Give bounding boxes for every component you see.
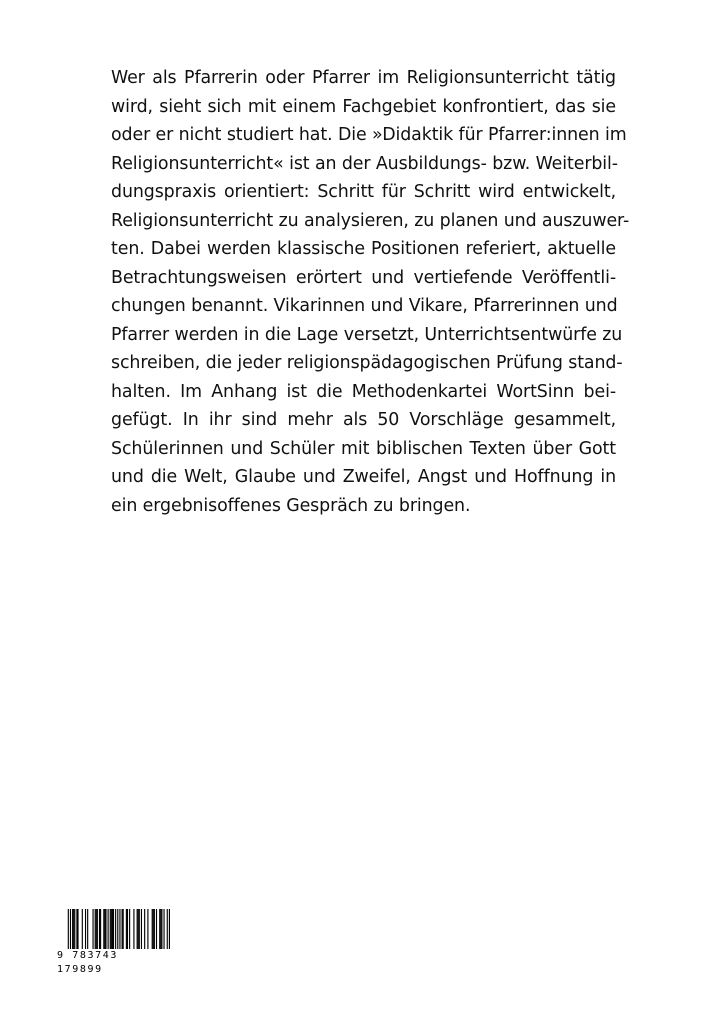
barcode-bar bbox=[111, 909, 112, 949]
blurb-line: chungen benannt. Vikarinnen und Vikare, Pfarrerinnen und bbox=[111, 296, 618, 316]
barcode-bar bbox=[139, 909, 140, 949]
barcode-bar bbox=[163, 909, 164, 949]
barcode-bar bbox=[122, 909, 123, 949]
barcode-bar bbox=[113, 909, 114, 949]
barcode-bar bbox=[104, 909, 105, 949]
barcode-bar bbox=[159, 909, 160, 949]
barcode-bar bbox=[133, 909, 134, 949]
blurb-line: ein ergebnisoffenes Gespräch zu bringen. bbox=[111, 495, 471, 516]
blurb-line: dungspraxis orientiert: Schritt für Schritt wird entwickelt, bbox=[111, 182, 616, 202]
barcode-bar bbox=[127, 909, 128, 949]
barcode-bar bbox=[141, 909, 142, 949]
blurb-line: wird, sieht sich mit einem Fachgebiet konfrontiert, das sie bbox=[111, 96, 616, 117]
blurb-line: gefügt. In ihr sind mehr als 50 Vorschläge gesammelt, bbox=[111, 410, 616, 430]
barcode-bar bbox=[144, 909, 145, 949]
barcode-bar bbox=[115, 909, 116, 949]
isbn-barcode bbox=[57, 909, 171, 975]
barcode-bar bbox=[126, 909, 127, 949]
barcode-bar bbox=[77, 909, 78, 949]
barcode-bar bbox=[137, 909, 138, 949]
isbn-digits: 9 783743 179899 bbox=[57, 949, 171, 963]
blurb-line: Pfarrer werden in die Lage versetzt, Unterrichtsentwürfe zu bbox=[111, 324, 623, 345]
blurb-line: schreiben, die jeder religionspädagogischen Prüfung stand- bbox=[111, 353, 623, 373]
barcode-bar bbox=[153, 909, 154, 949]
barcode-bar bbox=[138, 909, 139, 949]
blurb-line: halten. Im Anhang ist die Methodenkartei WortSinn bei- bbox=[111, 381, 616, 402]
barcode-bar bbox=[95, 909, 96, 949]
barcode-bar bbox=[72, 909, 73, 949]
barcode-bar bbox=[82, 909, 83, 949]
barcode-bar bbox=[100, 909, 101, 949]
barcode-bar bbox=[99, 909, 100, 949]
blurb-line: oder er nicht studiert hat. Die »Didaktik für Pfarrer:innen im bbox=[111, 125, 627, 145]
barcode-bar bbox=[108, 909, 109, 949]
barcode-bar bbox=[76, 909, 77, 949]
barcode-bar bbox=[73, 909, 74, 949]
blurb-line: und die Welt, Glaube und Zweifel, Angst und Hoffnung in bbox=[111, 467, 616, 487]
barcode-bar bbox=[161, 909, 162, 949]
barcode-bar bbox=[129, 909, 130, 949]
blurb-line: Betrachtungsweisen erörtert und vertiefende Veröffentli- bbox=[111, 267, 616, 288]
barcode-bar bbox=[147, 909, 148, 949]
blurb-line: Wer als Pfarrerin oder Pfarrer im Religionsunterricht tätig bbox=[111, 68, 616, 88]
blurb-line: Religionsunterricht« ist an der Ausbildungs- bzw. Weiterbil- bbox=[111, 153, 618, 174]
barcode-bar bbox=[112, 909, 113, 949]
barcode-bar bbox=[123, 909, 124, 949]
barcode-bar bbox=[85, 909, 86, 949]
barcode-bar bbox=[105, 909, 106, 949]
barcode-bar bbox=[96, 909, 97, 949]
barcode-bar bbox=[152, 909, 153, 949]
blurb-line: ten. Dabei werden klassische Positionen referiert, aktuelle bbox=[111, 239, 616, 259]
barcode-bar bbox=[97, 909, 98, 949]
barcode-bar bbox=[156, 909, 157, 949]
barcode-bar bbox=[103, 909, 104, 949]
blurb-text bbox=[111, 64, 630, 520]
blurb-line: Schülerinnen und Schüler mit biblischen Texten über Gott bbox=[111, 438, 616, 459]
barcode-bar bbox=[160, 909, 161, 949]
barcode-bar bbox=[74, 909, 75, 949]
barcode-bar bbox=[154, 909, 155, 949]
barcode-bar bbox=[87, 909, 88, 949]
barcode-bar bbox=[110, 909, 111, 949]
blurb-line: Religionsunterricht zu analysieren, zu planen und auszuwer- bbox=[111, 210, 630, 231]
barcode-bar bbox=[92, 909, 93, 949]
